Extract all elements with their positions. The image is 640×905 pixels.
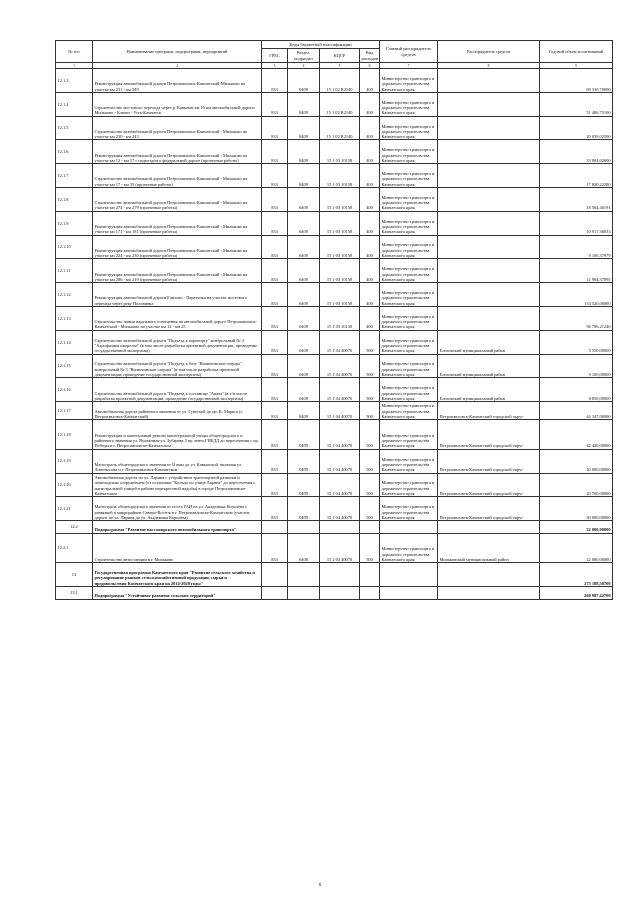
row-razdel: 0409: [288, 164, 320, 188]
row-grbs: 833: [262, 449, 288, 473]
row-recipient: Елизовский муниципальный район: [438, 378, 540, 402]
header-vid: Вид расходов: [361, 50, 379, 61]
column-number: 6: [360, 63, 380, 69]
row-razdel: 0409: [288, 140, 320, 164]
row-number: 13: [56, 563, 93, 587]
table-row: [56, 187, 613, 211]
row-name: Строительство автомобильной дороги "Подъезд к аэропорту" контрольный № 3 "Аэрофизика ожерелье" (в том числе разработка проектной документации, проведение государственной экспертизы): [93, 330, 262, 354]
row-kcsr: 15 1 04 40070: [320, 330, 360, 354]
row-number: 13.1: [56, 586, 93, 599]
row-responsible: Министерство транспорта и дорожного строительства Камчатского края: [380, 69, 438, 93]
row-vid: 400: [360, 92, 380, 116]
row-grbs: [262, 521, 288, 534]
row-recipient: [438, 259, 540, 283]
row-grbs: 833: [262, 164, 288, 188]
row-name: Реконструкция автомобильной дороги Петропавловск-Камчатский - Мильково на участке км 224 - км 230 (проектные работы): [93, 235, 262, 259]
row-volume: 10 917,36033: [540, 211, 613, 235]
row-name: Строительство автомобильной дороги Петропавловск-Камчатский - Мильково на участке км 230 - км 243: [93, 116, 262, 140]
row-grbs: [262, 563, 288, 587]
row-recipient: Петропавловск-Камчатский городской округ: [438, 420, 540, 449]
row-volume: 9 100,00000: [540, 354, 613, 378]
row-kcsr: 15 1 04 40070: [320, 449, 360, 473]
budget-table-page: [55, 40, 612, 600]
row-vid: 500: [360, 473, 380, 497]
row-kcsr: 15 1 03 10130: [320, 283, 360, 307]
row-name: Реконструкция автомобильной дороги Петропавловск-Камчатский - Мильково на участке км 12 - км 17 с подъездом к федеральной дороге (проектные работы): [93, 140, 262, 164]
row-volume: 40 000,00000: [540, 449, 613, 473]
row-razdel: 0409: [288, 330, 320, 354]
header-recipient: Распорядитель средств: [438, 41, 540, 63]
row-razdel: 0409: [288, 402, 320, 420]
row-responsible: Министерство транспорта и дорожного строительства Камчатского края: [380, 92, 438, 116]
row-grbs: 833: [262, 354, 288, 378]
row-volume: 51 486,75100: [540, 92, 613, 116]
row-vid: 400: [360, 211, 380, 235]
budget-allocation-table: [55, 40, 613, 600]
row-vid: 500: [360, 420, 380, 449]
row-kcsr: 15 1 02 R2140: [320, 116, 360, 140]
row-kcsr: 15 1 04 40070: [320, 497, 360, 521]
row-razdel: 0408: [288, 533, 320, 562]
row-number: 12.1.18: [56, 420, 93, 449]
header-grbs: ГРБС: [262, 49, 288, 63]
row-recipient: [438, 116, 540, 140]
row-vid: 400: [360, 187, 380, 211]
table-row: [56, 283, 613, 307]
table-row: [56, 330, 613, 354]
table-row: [56, 563, 613, 587]
row-name: Реконструкция автомобильной дороги Петропавловск-Камчатский - Мильково на участке км 171 - км 181 (проектные работы): [93, 211, 262, 235]
table-row: [56, 92, 613, 116]
row-recipient: Елизовский муниципальный район: [438, 354, 540, 378]
row-responsible: Министерство транспорта и дорожного строительства Камчатского края: [380, 211, 438, 235]
table-row: [56, 259, 613, 283]
column-number: 7: [380, 63, 438, 69]
row-vid: 500: [360, 354, 380, 378]
column-number: 4: [288, 63, 320, 69]
row-responsible: Министерство транспорта и дорожного строительства Камчатского края: [380, 497, 438, 521]
row-grbs: 833: [262, 378, 288, 402]
row-razdel: 0409: [288, 116, 320, 140]
column-number: 5: [320, 63, 360, 69]
row-name: Подпрограмма "Развитие пассажирского автомобильного транспорта": [93, 521, 262, 534]
row-vid: 500: [360, 330, 380, 354]
row-razdel: 0409: [288, 354, 320, 378]
header-kcsr: КЦСР: [320, 49, 360, 63]
row-name: Строительство автомобильной дороги Петропавловск-Камчатский - Мильково на участке км 17 - км 35 (проектные работы): [93, 164, 262, 188]
row-recipient: [438, 563, 540, 587]
row-recipient: [438, 164, 540, 188]
row-vid: 500: [360, 533, 380, 562]
row-name: Реконструкция автомобильной дороги Петропавловск-Камчатский - Мильково на участке км 286 - км 219 (проектные работы): [93, 259, 262, 283]
page-number: 6: [318, 883, 322, 888]
row-vid: 400: [360, 140, 380, 164]
row-recipient: [438, 211, 540, 235]
row-kcsr: 15 1 02 R2140: [320, 92, 360, 116]
row-grbs: 833: [262, 402, 288, 420]
row-volume: 22 000,00000: [540, 521, 613, 534]
row-number: 12.1.11: [56, 259, 93, 283]
row-volume: 17 820,22280: [540, 164, 613, 188]
row-grbs: 833: [262, 69, 288, 93]
row-vid: 500: [360, 378, 380, 402]
row-volume: 42 420,00000: [540, 420, 613, 449]
row-recipient: Петропавловск-Камчатский городской округ: [438, 497, 540, 521]
row-razdel: [288, 521, 320, 534]
row-name: Реконструкция и капитальный ремонт магистральной улицы общегородского и районного значения ул. Вулканная-ул. Зубарева 5 пр лента ГИБДД до пересечения с пр. Победы в г. Петропавловске-Камчатском: [93, 420, 262, 449]
table-row: [56, 533, 613, 562]
row-responsible: Министерство транспорта и дорожного строительства Камчатского края: [380, 283, 438, 307]
row-responsible: Министерство транспорта и дорожного строительства Камчатского края: [380, 164, 438, 188]
row-name: Строительство автомобильной дороги "Подъезд к базе "Вилючинские озерцы" контрольный № 3 "Вилючинские озерцы" (в том числе разработка проектной документации, проведение государственной экспертизы): [93, 354, 262, 378]
row-volume: 8 850,00000: [540, 378, 613, 402]
table-row: [56, 211, 613, 235]
table-row: [56, 449, 613, 473]
row-grbs: 833: [262, 187, 288, 211]
row-kcsr: 15 1 04 40070: [320, 378, 360, 402]
row-kcsr: 15 1 02 R2140: [320, 69, 360, 93]
header-name: Наименование программ, подпрограмм, мероприятий: [93, 41, 262, 63]
row-recipient: [438, 283, 540, 307]
table-row: [56, 69, 613, 93]
row-name: Магистраль общегородского значения от II ямы до ул. Кавказской, включая ул. Ломоносова и г. Петропавловск-Камчатском: [93, 449, 262, 473]
row-grbs: 833: [262, 140, 288, 164]
row-number: 12.1.10: [56, 235, 93, 259]
row-number: 12.1.15: [56, 354, 93, 378]
row-kcsr: 15 1 03 10130: [320, 164, 360, 188]
table-row: [56, 497, 613, 521]
row-name: Строительство автомобильной дороги Петропавловск-Камчатский - Мильково на участке км 274 - км 279 (проектные работы): [93, 187, 262, 211]
table-row: [56, 402, 613, 420]
table-row: [56, 116, 613, 140]
row-name: Строительство автомобильной дороги "Подъезд к гостинице "Авача" (в т/и числе разработка проектной документации, проведение государственной экспертизы): [93, 378, 262, 402]
row-vid: 400: [360, 283, 380, 307]
row-razdel: 0409: [288, 420, 320, 449]
row-name: Реконструкция автомобильной дороги Петропавловск-Камчатский-Мильково на участке км 231 - км 249: [93, 69, 262, 93]
row-number: 12.1.19: [56, 449, 93, 473]
row-vid: [360, 521, 380, 534]
row-grbs: 833: [262, 92, 288, 116]
row-volume: 275 188,50700: [540, 563, 613, 587]
row-grbs: 833: [262, 116, 288, 140]
row-responsible: Министерство транспорта и дорожного строительства Камчатского края: [380, 116, 438, 140]
row-recipient: [438, 187, 540, 211]
row-vid: 400: [360, 235, 380, 259]
row-number: 12.1.17: [56, 402, 93, 420]
row-recipient: [438, 235, 540, 259]
row-recipient: Петропавловск-Камчатский городской округ: [438, 449, 540, 473]
row-kcsr: 15 1 03 10130: [320, 259, 360, 283]
row-volume: 9 106,37979: [540, 235, 613, 259]
row-recipient: [438, 140, 540, 164]
row-responsible: Министерство транспорта и дорожного строительства Камчатского края: [380, 473, 438, 497]
row-razdel: 0409: [288, 306, 320, 330]
table-row: [56, 473, 613, 497]
row-kcsr: [320, 563, 360, 587]
row-responsible: Министерство транспорта и дорожного строительства Камчатского края: [380, 235, 438, 259]
row-vid: 400: [360, 116, 380, 140]
row-recipient: Петропавловск-Камчатский городской округ: [438, 473, 540, 497]
row-name: Государственная программа Камчатского края "Развитие сельского хозяйства и регулирование рынков сельскохозяйственной продукции, сырья и продовольствия Камчатского края на 2014-2020 годы": [93, 563, 262, 587]
row-responsible: Министерство транспорта и дорожного строительства Камчатского края: [380, 402, 438, 420]
row-responsible: Министерство транспорта и дорожного строительства Камчатского края: [380, 533, 438, 562]
row-razdel: 0409: [288, 497, 320, 521]
row-grbs: 833: [262, 533, 288, 562]
row-number: 12.1.5: [56, 116, 93, 140]
row-volume: 260 987,42700: [540, 586, 613, 599]
row-razdel: 0409: [288, 69, 320, 93]
row-grbs: [262, 586, 288, 599]
row-volume: 134 520,00000: [540, 283, 613, 307]
row-volume: 11 984,37895: [540, 259, 613, 283]
row-name: Реконструкция автомобильной дороги Елизово - Паратунка на участке мостового перехода через реку Половинка: [93, 283, 262, 307]
row-kcsr: 15 2 03 40070: [320, 533, 360, 562]
row-name: Строительство линии наружного освещения на автомобильной дороге Петропавловск-Камчатский - Мильково на участке км 12 - км 25: [93, 306, 262, 330]
row-responsible: Министерство транспорта и дорожного строительства Камчатского края: [380, 378, 438, 402]
table-row: [56, 378, 613, 402]
row-responsible: Министерство транспорта и дорожного строительства Камчатского края: [380, 330, 438, 354]
header-responsible: Главный распорядитель средств: [380, 41, 438, 63]
row-responsible: [380, 586, 438, 599]
row-volume: 22 000,00000: [540, 533, 613, 562]
table-row: [56, 164, 613, 188]
row-volume: 20 039,02500: [540, 116, 613, 140]
row-grbs: 833: [262, 235, 288, 259]
row-vid: [360, 586, 380, 599]
row-grbs: 833: [262, 283, 288, 307]
header-volume: Годовой объем ассигнований: [540, 41, 613, 63]
row-kcsr: 15 1 03 10130: [320, 187, 360, 211]
row-razdel: 0409: [288, 211, 320, 235]
row-recipient: Елизовский муниципальный район: [438, 330, 540, 354]
row-grbs: 833: [262, 330, 288, 354]
row-grbs: 833: [262, 259, 288, 283]
row-responsible: Министерство транспорта и дорожного строительства Камчатского края: [380, 354, 438, 378]
row-grbs: 833: [262, 211, 288, 235]
row-volume: 30 000,00000: [540, 497, 613, 521]
row-vid: 400: [360, 69, 380, 93]
row-kcsr: 15 1 03 10130: [320, 140, 360, 164]
row-vid: 400: [360, 306, 380, 330]
row-responsible: Министерство транспорта и дорожного строительства Камчатского края: [380, 259, 438, 283]
row-razdel: 0409: [288, 187, 320, 211]
row-recipient: [438, 306, 540, 330]
row-razdel: 0409: [288, 449, 320, 473]
table-row: [56, 306, 613, 330]
row-recipient: Мильковский муниципальный район: [438, 533, 540, 562]
row-volume: 5 550,00000: [540, 330, 613, 354]
row-responsible: [380, 521, 438, 534]
header-budget-codes: Коды бюджетной классификации: [262, 41, 380, 49]
table-row: [56, 521, 613, 534]
row-kcsr: 15 1 04 40070: [320, 420, 360, 449]
row-name: Подпрограмма "Устойчивое развитие сельских территорий": [93, 586, 262, 599]
row-vid: 500: [360, 497, 380, 521]
row-vid: 400: [360, 164, 380, 188]
row-razdel: [288, 586, 320, 599]
row-number: 12.1.6: [56, 140, 93, 164]
row-razdel: 0409: [288, 283, 320, 307]
row-number: 12.1.3: [56, 69, 93, 93]
row-number: 12.1.16: [56, 378, 93, 402]
header-razdel: Раздел, подраздел: [288, 49, 320, 63]
row-number: 12.1.9: [56, 211, 93, 235]
row-number: 12.1.7: [56, 164, 93, 188]
row-grbs: 833: [262, 473, 288, 497]
row-number: 12.1.20: [56, 473, 93, 497]
row-recipient: [438, 92, 540, 116]
table-row: [56, 140, 613, 164]
row-number: 12.1.21: [56, 497, 93, 521]
row-volume: 18 564,46191: [540, 187, 613, 211]
row-vid: 400: [360, 259, 380, 283]
row-grbs: 833: [262, 420, 288, 449]
row-responsible: Министерство транспорта и дорожного строительства Камчатского края: [380, 140, 438, 164]
row-name: Строительство мостового перехода через р. Кавычан км 16 км автомобильной дороги Мильково - Ключи - Усть-Камчатск: [93, 92, 262, 116]
row-razdel: 0409: [288, 92, 320, 116]
row-name: Магистраль общегородского значения от поста ГАИ на ул. Академика Королёва с развязкой в микрорайоне Северо-Восток в г. Петропавловске-Камчатском (участок дороги по ул. Ларина до ул. Академика Королёва): [93, 497, 262, 521]
row-name: Строительство автостанции в г. Мильково: [93, 533, 262, 562]
row-recipient: Петропавловск-Камчатский городской округ: [438, 402, 540, 420]
column-number: 8: [438, 63, 540, 69]
row-razdel: 0409: [288, 473, 320, 497]
row-vid: 500: [360, 449, 380, 473]
column-number: 2: [93, 63, 262, 69]
row-volume: 56 706,21240: [540, 306, 613, 330]
row-responsible: Министерство транспорта и дорожного строительства Камчатского края: [380, 306, 438, 330]
row-number: 12.1.8: [56, 187, 93, 211]
table-row: [56, 420, 613, 449]
row-razdel: [288, 563, 320, 587]
row-recipient: [438, 521, 540, 534]
row-kcsr: 15 1 04 40070: [320, 354, 360, 378]
column-number: 3: [262, 63, 288, 69]
row-number: 12.1.4: [56, 92, 93, 116]
row-kcsr: 15 1 03 10130: [320, 211, 360, 235]
row-volume: 44 347,00000: [540, 402, 613, 420]
row-recipient: [438, 586, 540, 599]
row-responsible: Министерство транспорта и дорожного строительства Камчатского края: [380, 449, 438, 473]
row-volume: 69 330,70000: [540, 69, 613, 93]
column-number: 9: [540, 63, 613, 69]
row-kcsr: 15 1 03 10130: [320, 306, 360, 330]
table-row: [56, 354, 613, 378]
row-volume: 20 700,00000: [540, 473, 613, 497]
row-kcsr: 15 1 04 40070: [320, 473, 360, 497]
table-body: [56, 69, 613, 600]
column-number: 1: [56, 63, 93, 69]
row-kcsr: 15 1 03 10130: [320, 235, 360, 259]
row-number: 12.1.14: [56, 330, 93, 354]
row-name: Автомобильная дорога районного значения от ул. Гувеской до пр. К. Маркса (г. Петропавловск-Камчатский): [93, 402, 262, 420]
row-responsible: Министерство транспорта и дорожного строительства Камчатского края: [380, 187, 438, 211]
row-number: 12.1.12: [56, 283, 93, 307]
row-responsible: [380, 563, 438, 587]
row-name: Автомобильная дорога по ул. Ларина с устройством транспортной развязки и пешеходным сооружением (от остановки "Кольцо по улице Ларина" до пересечения с магистральной улицей в районе перекрестной надобы) в городе Петропавловске-Камчатском: [93, 473, 262, 497]
table-row: [56, 586, 613, 599]
row-grbs: 833: [262, 497, 288, 521]
row-kcsr: [320, 586, 360, 599]
row-number: 12.2.1: [56, 533, 93, 562]
row-razdel: 0409: [288, 378, 320, 402]
row-responsible: Министерство транспорта и дорожного строительства Камчатского края: [380, 420, 438, 449]
row-razdel: 0409: [288, 235, 320, 259]
row-kcsr: [320, 521, 360, 534]
row-vid: 500: [360, 402, 380, 420]
table-row: [56, 235, 613, 259]
row-recipient: [438, 69, 540, 93]
row-volume: 33 804,02600: [540, 140, 613, 164]
row-razdel: 0409: [288, 259, 320, 283]
row-grbs: 833: [262, 306, 288, 330]
row-kcsr: 15 1 04 40070: [320, 402, 360, 420]
row-number: 12.1.13: [56, 306, 93, 330]
header-num: № п/п: [56, 41, 93, 63]
row-vid: [360, 563, 380, 587]
row-number: 12.2: [56, 521, 93, 534]
